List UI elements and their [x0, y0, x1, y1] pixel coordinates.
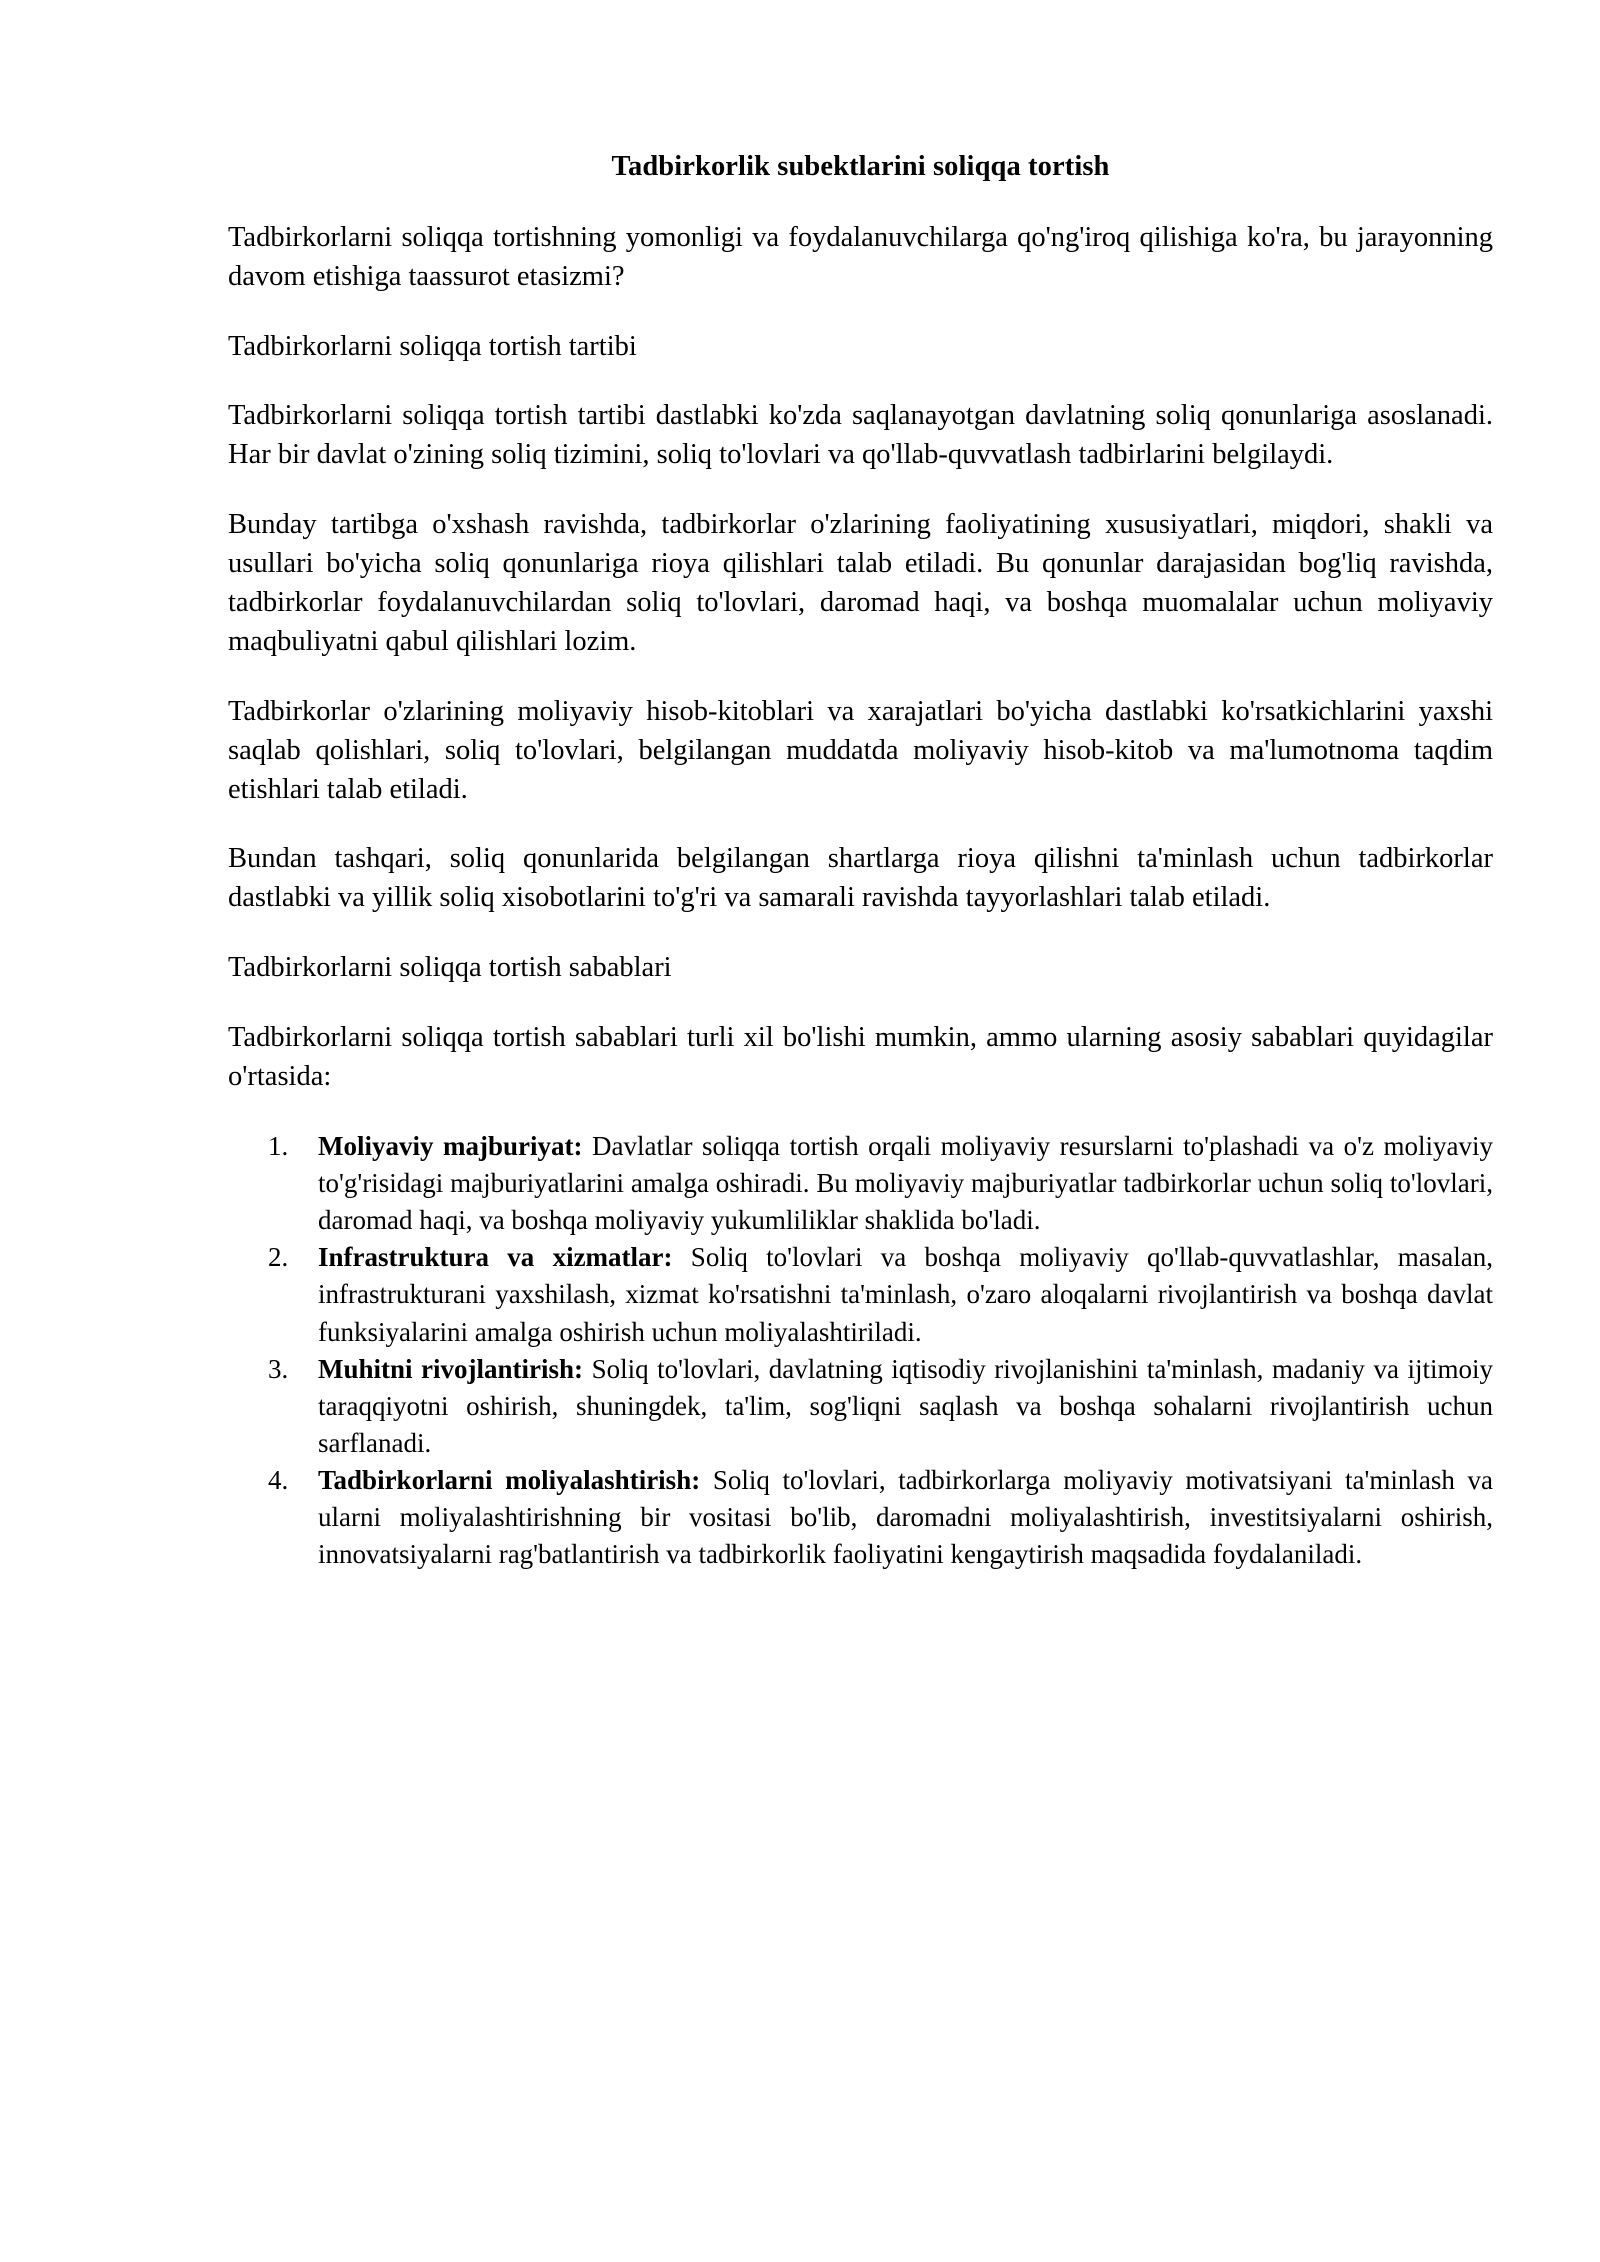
section-heading-sabablari: Tadbirkorlarni soliqqa tortish sabablari: [228, 952, 672, 984]
document-content: [228, 150, 1493, 1573]
reasons-list: [228, 1128, 1493, 1574]
paragraph-tartibi-1: Tadbirkorlarni soliqqa tortish tartibi dastlabki ko'zda saqlanayotgan davlatning soliq qonunlariga asoslanadi. Har bir davlat o'zining soliq tizimini, soliq to'lovlari va qo'llab-quvvatlash tadbirlarini belgilaydi.: [228, 400, 1493, 471]
list-item: [228, 1239, 1493, 1350]
list-item-body: Soliq to'lovlari, davlatning iqtisodiy rivojlanishini ta'minlash, madaniy va ijtimoiy taraqqiyotni oshirish, shuningdek, ta'lim, sog'liqni saqlash va boshqa sohalarni rivojlantirish uchun sarflanadi.: [318, 1353, 1493, 1458]
list-item-body: Davlatlar soliqqa tortish orqali moliyaviy resurslarni to'plashadi va o'z moliyaviy to'g'risidagi majburiyatlarini amalga oshiradi. Bu moliyaviy majburiyatlar tadbirkorlar uchun soliq to'lovlari, daromad haqi, va boshqa moliyaviy yukumliliklar shaklida bo'ladi.: [318, 1130, 1493, 1236]
list-item: [228, 1351, 1493, 1462]
list-item-lead: Moliyaviy majburiyat:: [318, 1130, 583, 1161]
paragraph-tartibi-3: Tadbirkorlar o'zlarining moliyaviy hisob-kitoblari va xarajatlari bo'yicha dastlabki ko'rsatkichlarini yaxshi saqlab qolishlari, soliq to'lovlari, belgilangan muddatda moliyaviy hisob-kitob va ma'lumotnoma taqdim etishlari talab etiladi.: [228, 695, 1493, 805]
paragraph-intro-question: Tadbirkorlarni soliqqa tortishning yomonligi va foydalanuvchilarga qo'ng'iroq qilishiga ko'ra, bu jarayonning davom etishiga taassurot etasizmi?: [228, 221, 1493, 292]
list-item-body: Soliq to'lovlari va boshqa moliyaviy qo'llab-quvvatlashlar, masalan, infrastrukturani yaxshilash, xizmat ko'rsatishni ta'minlash, o'zaro aloqalarni rivojlantirish va boshqa davlat funksiyalarini amalga oshirish uchun moliyalashtiriladi.: [318, 1242, 1493, 1347]
paragraph-sabablari-intro: Tadbirkorlarni soliqqa tortish sabablari turli xil bo'lishi mumkin, ammo ularning asosiy sabablari quyidagilar o'rtasida:: [228, 1022, 1493, 1093]
list-item-lead: Tadbirkorlarni moliyalashtirish:: [318, 1465, 701, 1496]
paragraph-tartibi-4: Bundan tashqari, soliq qonunlarida belgilangan shartlarga rioya qilishni ta'minlash uchun tadbirkorlar dastlabki va yillik soliq xisobotlarini to'g'ri va samarali ravishda tayyorlashlari talab etiladi.: [228, 843, 1493, 914]
paragraph-tartibi-2: Bunday tartibga o'xshash ravishda, tadbirkorlar o'zlarining faoliyatining xususiyatlari, miqdori, shakli va usullari bo'yicha soliq qonunlariga rioya qilishlari talab etiladi. Bu qonunlar darajasidan bog'liq ravishda, tadbirkorlar foydalanuvchilardan soliq to'lovlari, daromad haqi, va boshqa muomalalar uchun moliyaviy maqbuliyatni qabul qilishlari lozim.: [228, 509, 1493, 657]
section-heading-tartibi: Tadbirkorlarni soliqqa tortish tartibi: [228, 330, 637, 362]
list-item: [228, 1128, 1493, 1239]
list-item-lead: Muhitni rivojlantirish:: [318, 1353, 584, 1384]
page-title: Tadbirkorlik subektlarini soliqqa tortish: [611, 151, 1110, 182]
list-item-body: Soliq to'lovlari, tadbirkorlarga moliyaviy motivatsiyani ta'minlash va ularni moliyalashtirishning bir vositasi bo'lib, daromadni moliyalashtirish, investitsiyalarni oshirish, innovatsiyalarni rag'batlantirish va tadbirkorlik faoliyatini kengaytirish maqsadida foydalaniladi.: [318, 1465, 1493, 1570]
list-item: [228, 1462, 1493, 1573]
list-item-lead: Infrastruktura va xizmatlar:: [318, 1242, 673, 1273]
